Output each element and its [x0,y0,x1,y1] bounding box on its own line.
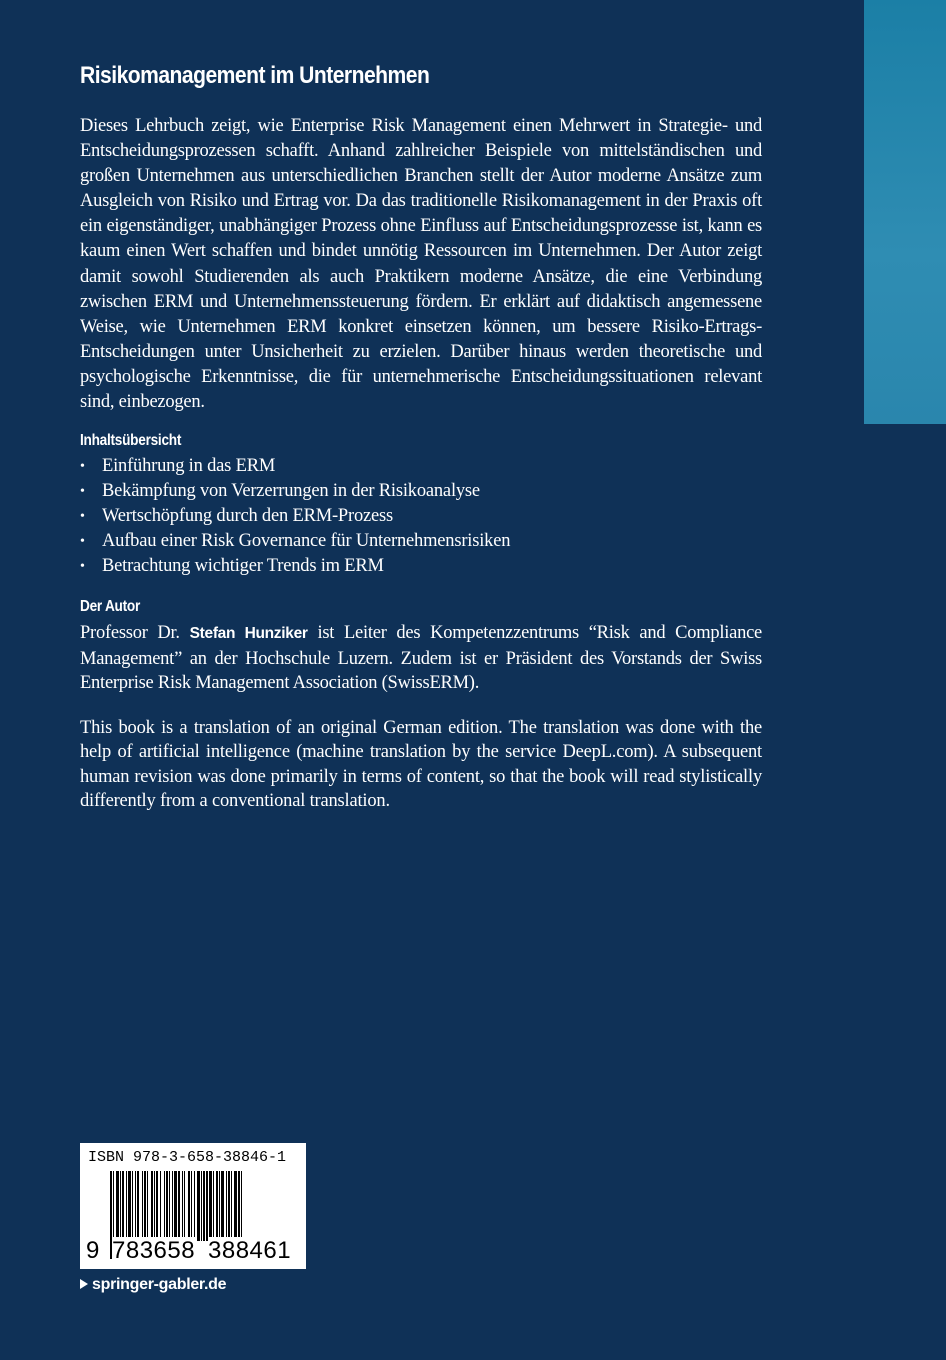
barcode-bar [231,1171,232,1241]
author-name: Stefan Hunziker [189,625,308,643]
barcode-bar [188,1171,190,1241]
toc-item [80,504,762,529]
author-prefix: Professor Dr. [80,623,180,644]
barcode-bar [238,1171,240,1241]
barcode-bar [122,1171,124,1241]
barcode-bar [120,1171,121,1241]
barcode-bar [164,1171,165,1241]
barcode-bar [172,1171,173,1241]
publisher-url: springer-gabler.de [92,1276,227,1293]
barcode-bar [191,1171,192,1241]
toc-list [80,454,762,579]
toc-heading: Inhaltsübersicht [80,432,182,450]
barcode-bar [169,1171,170,1241]
barcode-bar [228,1171,230,1241]
triangle-arrow-icon [80,1279,88,1289]
barcode-digits-right: 388461 [208,1237,292,1264]
toc-item [80,554,762,579]
barcode-bar [142,1171,143,1241]
isbn-barcode [80,1143,306,1269]
barcode-bar [174,1171,177,1241]
barcode-bar [154,1171,155,1241]
barcode-bar [135,1171,136,1241]
bullet-icon: • [80,484,85,500]
isbn-label: ISBN 978-3-658-38846-1 [88,1149,287,1166]
barcode-bar [219,1171,220,1241]
barcode-bar [132,1171,133,1241]
barcode-bar [116,1171,119,1241]
barcode-digits-left: 783658 [112,1237,196,1264]
barcode-bar [147,1171,148,1241]
bullet-icon: • [80,559,85,575]
translation-note: This book is a translation of an original German edition. The translation was done with the help of artificial intelligence (machine translation by the service DeepL.com). A subsequent human revision was done primarily in terms of content, so that the book will read stylistically differently from a conventional translation. [80,717,762,812]
barcode-bar [209,1171,212,1241]
barcode-bar [137,1171,139,1241]
bullet-icon: • [80,459,85,475]
bullet-icon: • [80,534,85,550]
author-bio-text: ist Leiter des Kompetenzzentrums “Risk and Compliance Management” an der Hochschule Luzern. Zudem ist er Präsident des Vorstands der Swiss Enterprise Risk Management Association (SwissERM). [80,623,763,694]
accent-tab [864,0,946,424]
barcode-bar [166,1171,168,1241]
toc-item [80,529,762,554]
bullet-icon: • [80,509,85,525]
barcode-bar [201,1171,202,1241]
toc-item [80,479,762,504]
toc-item-label: Aufbau einer Risk Governance für Unternehmensrisiken [102,531,511,552]
barcode-bar [156,1171,158,1241]
barcode-digits [80,1237,306,1265]
toc-item-label: Einführung in das ERM [102,456,276,477]
intro-paragraph: Dieses Lehrbuch zeigt, wie Enterprise Risk Management einen Mehrwert in Strategie- und Entscheidungsprozessen schafft. Anhand zahlreicher Beispiele von mittelständischen und großen Unternehmen aus unterschiedlichen Branchen stellt der Autor moderne Ansätze zum Ausgleich von Risiko und Ertrag vor. Da das traditionelle Risikomanagement in der Praxis oft ein eigenständiger, unabhängiger Prozess ohne Einfluss auf Entscheidungsprozesse ist, kann es kaum einen Wert schaffen und bindet unnötig Ressourcen im Unternehmen. Der Autor zeigt damit sowohl Studierenden als auch Praktikern moderne Ansätze, die eine Verbindung zwischen ERM und Unternehmenssteuerung fördern. Er erklärt auf didaktisch angemessene Weise, wie Unternehmen ERM konkret einsetzen können, um bessere Risiko-Ertrags-Entscheidungen unter Unsicherheit zu erzielen. Darüber hinaus werden theoretische und psychologische Erkenntnisse, die für unternehmerische Entscheidungssituationen relevant sind, einbezogen. [80,116,762,413]
toc-item-label: Wertschöpfung durch den ERM-Prozess [102,506,394,527]
barcode-bar [197,1171,200,1241]
barcode-bar [221,1171,224,1241]
toc-item-label: Bekämpfung von Verzerrungen in der Risikoanalyse [102,481,480,502]
barcode-bar [213,1171,214,1241]
barcode-bar [160,1171,161,1241]
barcode-bar [203,1171,205,1241]
barcode-bar [151,1171,153,1241]
barcode-bar [144,1171,146,1241]
author-heading: Der Autor [80,598,141,616]
back-cover-text [80,58,762,814]
barcode-bar [128,1171,131,1241]
book-title: Risikomanagement im Unternehmen [80,62,430,89]
barcode-bar [241,1171,242,1241]
toc-item-label: Betrachtung wichtiger Trends im ERM [102,556,384,577]
barcode-bar [184,1171,185,1241]
toc-item [80,454,762,479]
publisher-link[interactable] [80,1274,226,1296]
barcode-bar [206,1171,208,1241]
barcode-bar [226,1171,227,1241]
author-bio [80,621,762,696]
barcode-bar [234,1171,237,1241]
barcode-bar [216,1171,218,1241]
barcode-digit-first: 9 [86,1237,100,1264]
barcode-bar [194,1171,195,1241]
barcode-bar [126,1171,127,1241]
